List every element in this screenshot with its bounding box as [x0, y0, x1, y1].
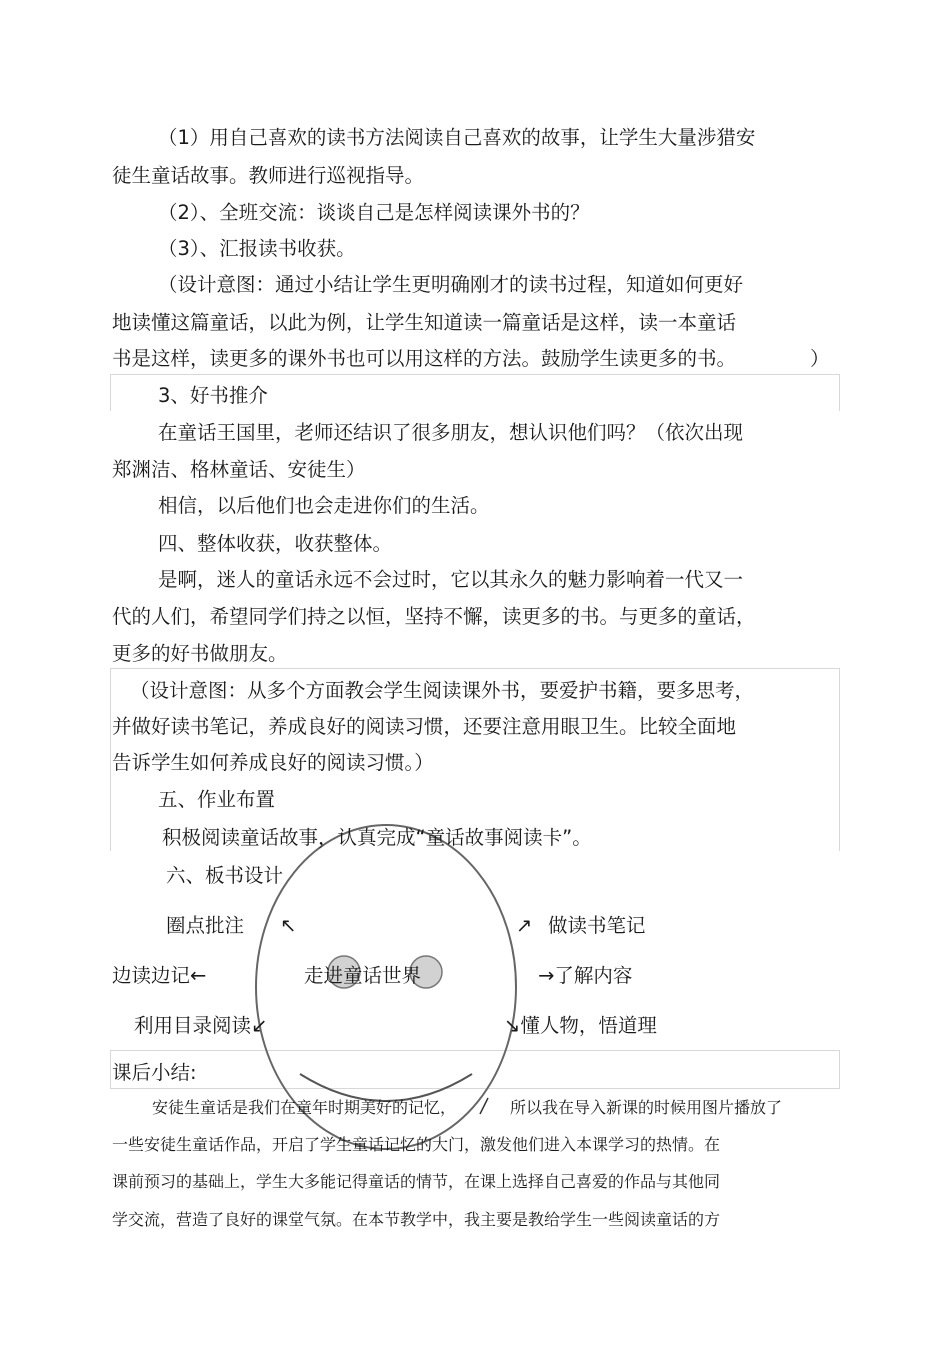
section-5-heading: 五、作业布置: [158, 788, 276, 811]
section-6-heading: 六、板书设计: [166, 864, 284, 887]
paragraph-2: （2）、全班交流：谈谈自己是怎样阅读课外书的？: [158, 201, 590, 224]
section-3-heading: 3、好书推介: [158, 384, 268, 407]
board-bottom-left: 利用目录阅读↙: [134, 1014, 268, 1037]
paragraph-3: （3）、汇报读书收获。: [158, 237, 356, 260]
design-note-1-line-1: （设计意图：通过小结让学生更明确刚才的读书过程，知道如何更好: [158, 273, 744, 296]
design-note-2-line-3: 告诉学生如何养成良好的阅读习惯。）: [112, 751, 434, 774]
board-bottom-right: ↘懂人物，悟道理: [504, 1014, 657, 1037]
board-top-right: 做读书笔记: [548, 914, 646, 937]
board-arrow-top-left: ↖: [280, 914, 297, 937]
section-3-line-3: 相信，以后他们也会走进你们的生活。: [158, 494, 490, 517]
board-arrow-top-right: ↗: [516, 914, 533, 937]
paragraph-1-line-2: 徒生童话故事。教师进行巡视指导。: [112, 164, 425, 187]
section-4-line-1: 是啊，迷人的童话永远不会过时，它以其永久的魅力影响着一代又一: [158, 568, 744, 591]
design-note-2-line-2: 并做好读书笔记，养成良好的阅读习惯，还要注意用眼卫生。比较全面地: [112, 715, 737, 738]
summary-heading: 课后小结:: [112, 1061, 197, 1084]
summary-line-3: 课前预习的基础上，学生大多能记得童话的情节，在课上选择自己喜爱的作品与其他同: [112, 1172, 721, 1191]
section-4-heading: 四、整体收获，收获整体。: [158, 532, 393, 555]
design-note-1-line-3: 书是这样，读更多的课外书也可以用这样的方法。鼓励学生读更多的书。: [112, 347, 737, 370]
summary-line-2: 一些安徒生童话作品，开启了学生童话记忆的大门，激发他们进入本课学习的热情。在: [112, 1135, 721, 1154]
design-note-1-line-2: 地读懂这篇童话，以此为例，让学生知道读一篇童话是这样，读一本童话: [112, 311, 737, 334]
pen-stroke: [480, 1098, 488, 1114]
section-3-line-2: 郑渊洁、格林童话、安徒生）: [112, 458, 366, 481]
section-4-line-2: 代的人们，希望同学们持之以恒，坚持不懈，读更多的书。与更多的童话，: [112, 605, 756, 628]
board-top-left: 圈点批注: [166, 914, 245, 937]
mouth-curve: [300, 1074, 472, 1101]
design-note-1-close: ）: [810, 347, 830, 370]
summary-line-1a: 安徒生童话是我们在童年时期美好的记忆，: [152, 1098, 457, 1117]
board-center: 走进童话世界: [304, 964, 422, 987]
section-4-line-3: 更多的好书做朋友。: [112, 642, 288, 665]
board-mid-right: →了解内容: [538, 964, 633, 987]
paragraph-1-line-1: （1）用自己喜欢的读书方法阅读自己喜欢的故事，让学生大量涉猎安: [158, 126, 756, 149]
summary-line-4: 学交流，营造了良好的课堂气氛。在本节教学中，我主要是教给学生一些阅读童话的方: [112, 1210, 721, 1229]
section-5-line-1: 积极阅读童话故事，认真完成“童话故事阅读卡”。: [162, 826, 592, 849]
summary-line-1b: 所以我在导入新课的时候用图片播放了: [510, 1098, 783, 1117]
board-mid-left: 边读边记←: [112, 964, 207, 987]
section-3-line-1: 在童话王国里，老师还结识了很多朋友，想认识他们吗？（依次出现: [158, 421, 744, 444]
design-note-2-line-1: （设计意图：从多个方面教会学生阅读课外书，要爱护书籍，要多思考，: [130, 679, 755, 702]
